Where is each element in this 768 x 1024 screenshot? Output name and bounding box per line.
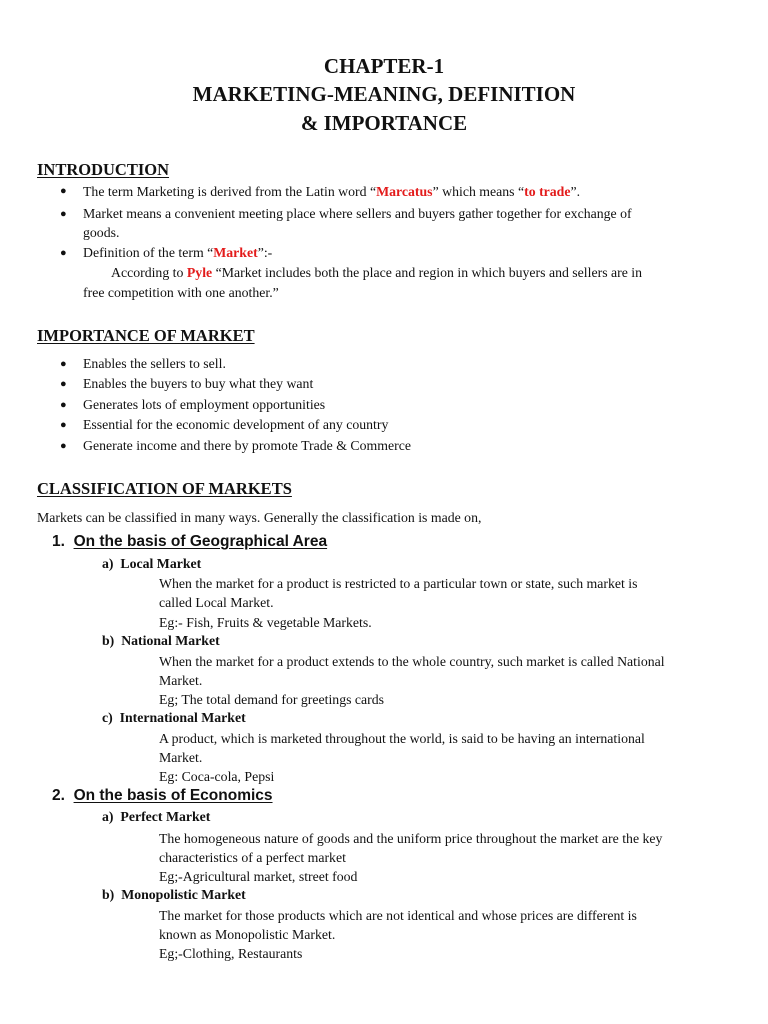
intro-bullet-3: Definition of the term “Market”:-	[83, 245, 273, 260]
description-line: The homogeneous nature of goods and the uniform price throughout the market are the key	[159, 831, 663, 846]
subsection-heading: b) Monopolistic Market	[102, 887, 246, 902]
description-line: Market.	[159, 750, 203, 765]
example-line: Eg;-Clothing, Restaurants	[159, 946, 303, 961]
classification-intro: Markets can be classified in many ways. Generally the classification is made on,	[37, 510, 482, 525]
bullet-icon: ●	[60, 440, 67, 452]
importance-item: Generate income and there by promote Trade & Commerce	[83, 438, 411, 453]
importance-item: Essential for the economic development of any country	[83, 417, 389, 432]
description-line: called Local Market.	[159, 595, 274, 610]
description-line: The market for those products which are not identical and whose prices are different is	[159, 908, 637, 923]
description-line: A product, which is marketed throughout the world, is said to be having an international	[159, 731, 645, 746]
description-line: Market.	[159, 673, 203, 688]
chapter-subtitle-line1: MARKETING-MEANING, DEFINITION	[192, 82, 576, 106]
importance-heading: IMPORTANCE OF MARKET	[37, 326, 255, 345]
classification-heading: CLASSIFICATION OF MARKETS	[37, 479, 292, 498]
pyle-definition-line2: free competition with one another.”	[83, 285, 279, 300]
description-line: When the market for a product extends to the whole country, such market is called National	[159, 654, 665, 669]
description-line: characteristics of a perfect market	[159, 850, 346, 865]
section-heading: 2. On the basis of Economics	[52, 787, 273, 804]
intro-bullet-2-line1: Market means a convenient meeting place where sellers and buyers gather together for exchange of	[83, 206, 632, 221]
chapter-subtitle-line2: & IMPORTANCE	[300, 111, 468, 135]
introduction-heading: INTRODUCTION	[37, 160, 170, 179]
chapter-title: CHAPTER-1	[323, 54, 445, 78]
bullet-icon: ●	[60, 399, 67, 411]
bullet-icon: ●	[60, 358, 67, 370]
importance-item: Enables the buyers to buy what they want	[83, 376, 314, 391]
bullet-icon: ●	[60, 378, 67, 390]
intro-bullet-1: The term Marketing is derived from the Latin word “Marcatus” which means “to trade”.	[83, 184, 581, 199]
description-line: When the market for a product is restricted to a particular town or state, such market is	[159, 576, 638, 591]
example-line: Eg; The total demand for greetings cards	[159, 692, 385, 707]
bullet-icon: ●	[60, 419, 67, 431]
example-line: Eg:- Fish, Fruits & vegetable Markets.	[159, 615, 372, 630]
importance-item: Enables the sellers to sell.	[83, 356, 226, 371]
bullet-icon: ●	[60, 208, 67, 220]
bullet-icon: ●	[60, 247, 67, 259]
subsection-heading: c) International Market	[102, 710, 246, 725]
example-line: Eg: Coca-cola, Pepsi	[159, 769, 275, 784]
example-line: Eg;-Agricultural market, street food	[159, 869, 358, 884]
section-heading: 1. On the basis of Geographical Area	[52, 533, 328, 550]
bullet-icon: ●	[60, 185, 67, 197]
pyle-definition-line1: According to Pyle “Market includes both the place and region in which buyers and sellers are in	[111, 265, 643, 280]
subsection-heading: a) Local Market	[102, 556, 202, 571]
subsection-heading: b) National Market	[102, 633, 220, 648]
importance-item: Generates lots of employment opportunities	[83, 397, 326, 412]
description-line: known as Monopolistic Market.	[159, 927, 336, 942]
subsection-heading: a) Perfect Market	[102, 809, 211, 824]
intro-bullet-2-line2: goods.	[83, 225, 120, 240]
